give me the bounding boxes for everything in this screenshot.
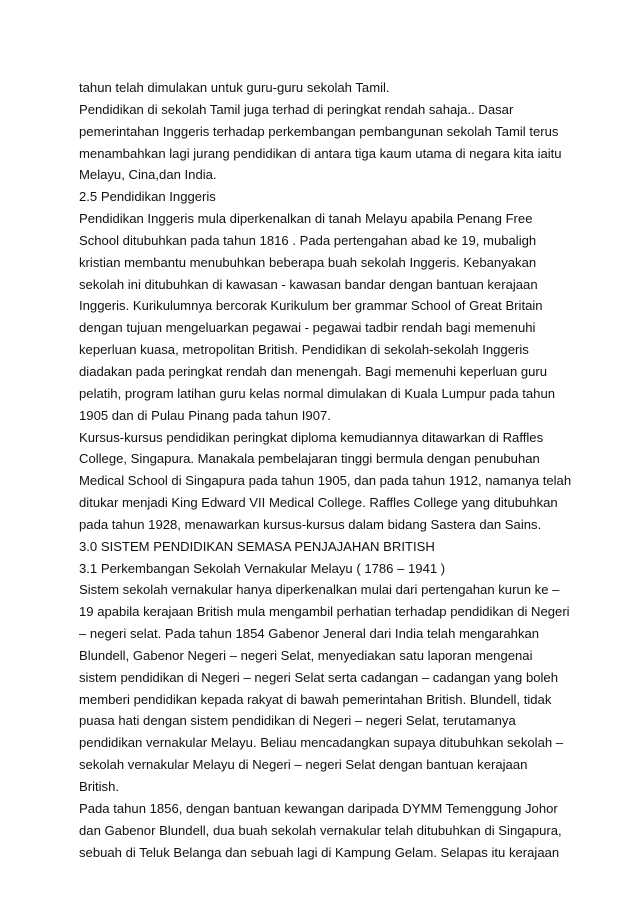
section-heading: 3.1 Perkembangan Sekolah Vernakular Melayu ( 1786 – 1941 ) [79,560,446,576]
text-line: keperluan kuasa, metropolitan British. Pendidikan di sekolah-sekolah Inggeris [79,342,529,358]
text-line: Sistem sekolah vernakular hanya diperkenalkan mulai dari pertengahan kurun ke – [79,582,560,598]
section-heading: 3.0 SISTEM PENDIDIKAN SEMASA PENJAJAHAN BRITISH [79,538,435,554]
text-line: sebuah di Teluk Belanga dan sebuah lagi di Kampung Gelam. Selapas itu kerajaan [79,844,560,860]
text-line: Blundell, Gabenor Negeri – negeri Selat, menyediakan satu laporan mengenai [79,647,533,663]
text-line: sekolah ini ditubuhkan di kawasan - kawasan bandar dengan bantuan kerajaan [79,276,538,292]
text-line: pelatih, program latihan guru kelas normal dimulakan di Kuala Lumpur pada tahun [79,385,556,401]
text-line: dan Gabenor Blundell, dua buah sekolah vernakular telah ditubuhkan di Singapura, [79,822,562,838]
text-line: ditukar menjadi King Edward VII Medical College. Raffles College yang ditubuhkan [79,495,558,511]
text-line: pada tahun 1928, menawarkan kursus-kursus dalam bidang Sastera dan Sains. [79,516,542,532]
text-line: Pendidikan Inggeris mula diperkenalkan di tanah Melayu apabila Penang Free [79,211,533,227]
text-line: pendidikan vernakular Melayu. Beliau mencadangkan supaya ditubuhkan sekolah – [79,735,564,751]
text-line: tahun telah dimulakan untuk guru-guru sekolah Tamil. [79,80,390,95]
text-line: puasa hati dengan sistem pendidikan di Negeri – negeri Selat, terutamanya [79,713,516,729]
text-line: dengan tujuan mengeluarkan pegawai - pegawai tadbir rendah bagi memenuhi [79,320,536,336]
text-line: School ditubuhkan pada tahun 1816 . Pada pertengahan abad ke 19, mubaligh [79,232,537,248]
text-line: Inggeris. Kurikulumnya bercorak Kurikulum ber grammar School of Great Britain [79,298,543,314]
text-line: sekolah vernakular Melayu di Negeri – negeri Selat dengan bantuan kerajaan [79,757,528,773]
text-line: British. [79,779,120,794]
text-line: memberi pendidikan kepada rakyat di bawah pemerintahan British. Blundell, tidak [79,691,552,707]
text-line: Pendidikan di sekolah Tamil juga terhad di peringkat rendah sahaja.. Dasar [79,101,514,117]
text-line: 1905 dan di Pulau Pinang pada tahun I907. [79,407,331,423]
text-line: sistem pendidikan di Negeri – negeri Selat serta cadangan – cadangan yang boleh [79,669,558,685]
text-line: College, Singapura. Manakala pembelajaran tinggi bermula dengan penubuhan [79,451,540,467]
text-line: kristian membantu menubuhkan beberapa buah sekolah Inggeris. Kebanyakan [79,254,537,270]
text-line: menambahkan lagi jurang pendidikan di antara tiga kaum utama di negara kita iaitu [79,145,562,161]
text-line: Kursus-kursus pendidikan peringkat diploma kemudiannya ditawarkan di Raffles [79,429,544,445]
text-line: Melayu, Cina,dan India. [79,167,217,183]
text-line: pemerintahan Inggeris terhadap perkembangan pembangunan sekolah Tamil terus [79,123,559,139]
text-line: Medical School di Singapura pada tahun 1905, dan pada tahun 1912, namanya telah [79,473,572,489]
text-line: – negeri selat. Pada tahun 1854 Gabenor Jeneral dari India telah mengarahkan [79,626,540,642]
section-heading: 2.5 Pendidikan Inggeris [79,189,216,205]
text-line: 19 apabila kerajaan British mula mengambil perhatian terhadap pendidikan di Negeri [79,604,570,620]
text-line: diadakan pada peringkat rendah dan menengah. Bagi memenuhi keperluan guru [79,363,548,379]
text-line: Pada tahun 1856, dengan bantuan kewangan daripada DYMM Temenggung Johor [79,800,558,816]
